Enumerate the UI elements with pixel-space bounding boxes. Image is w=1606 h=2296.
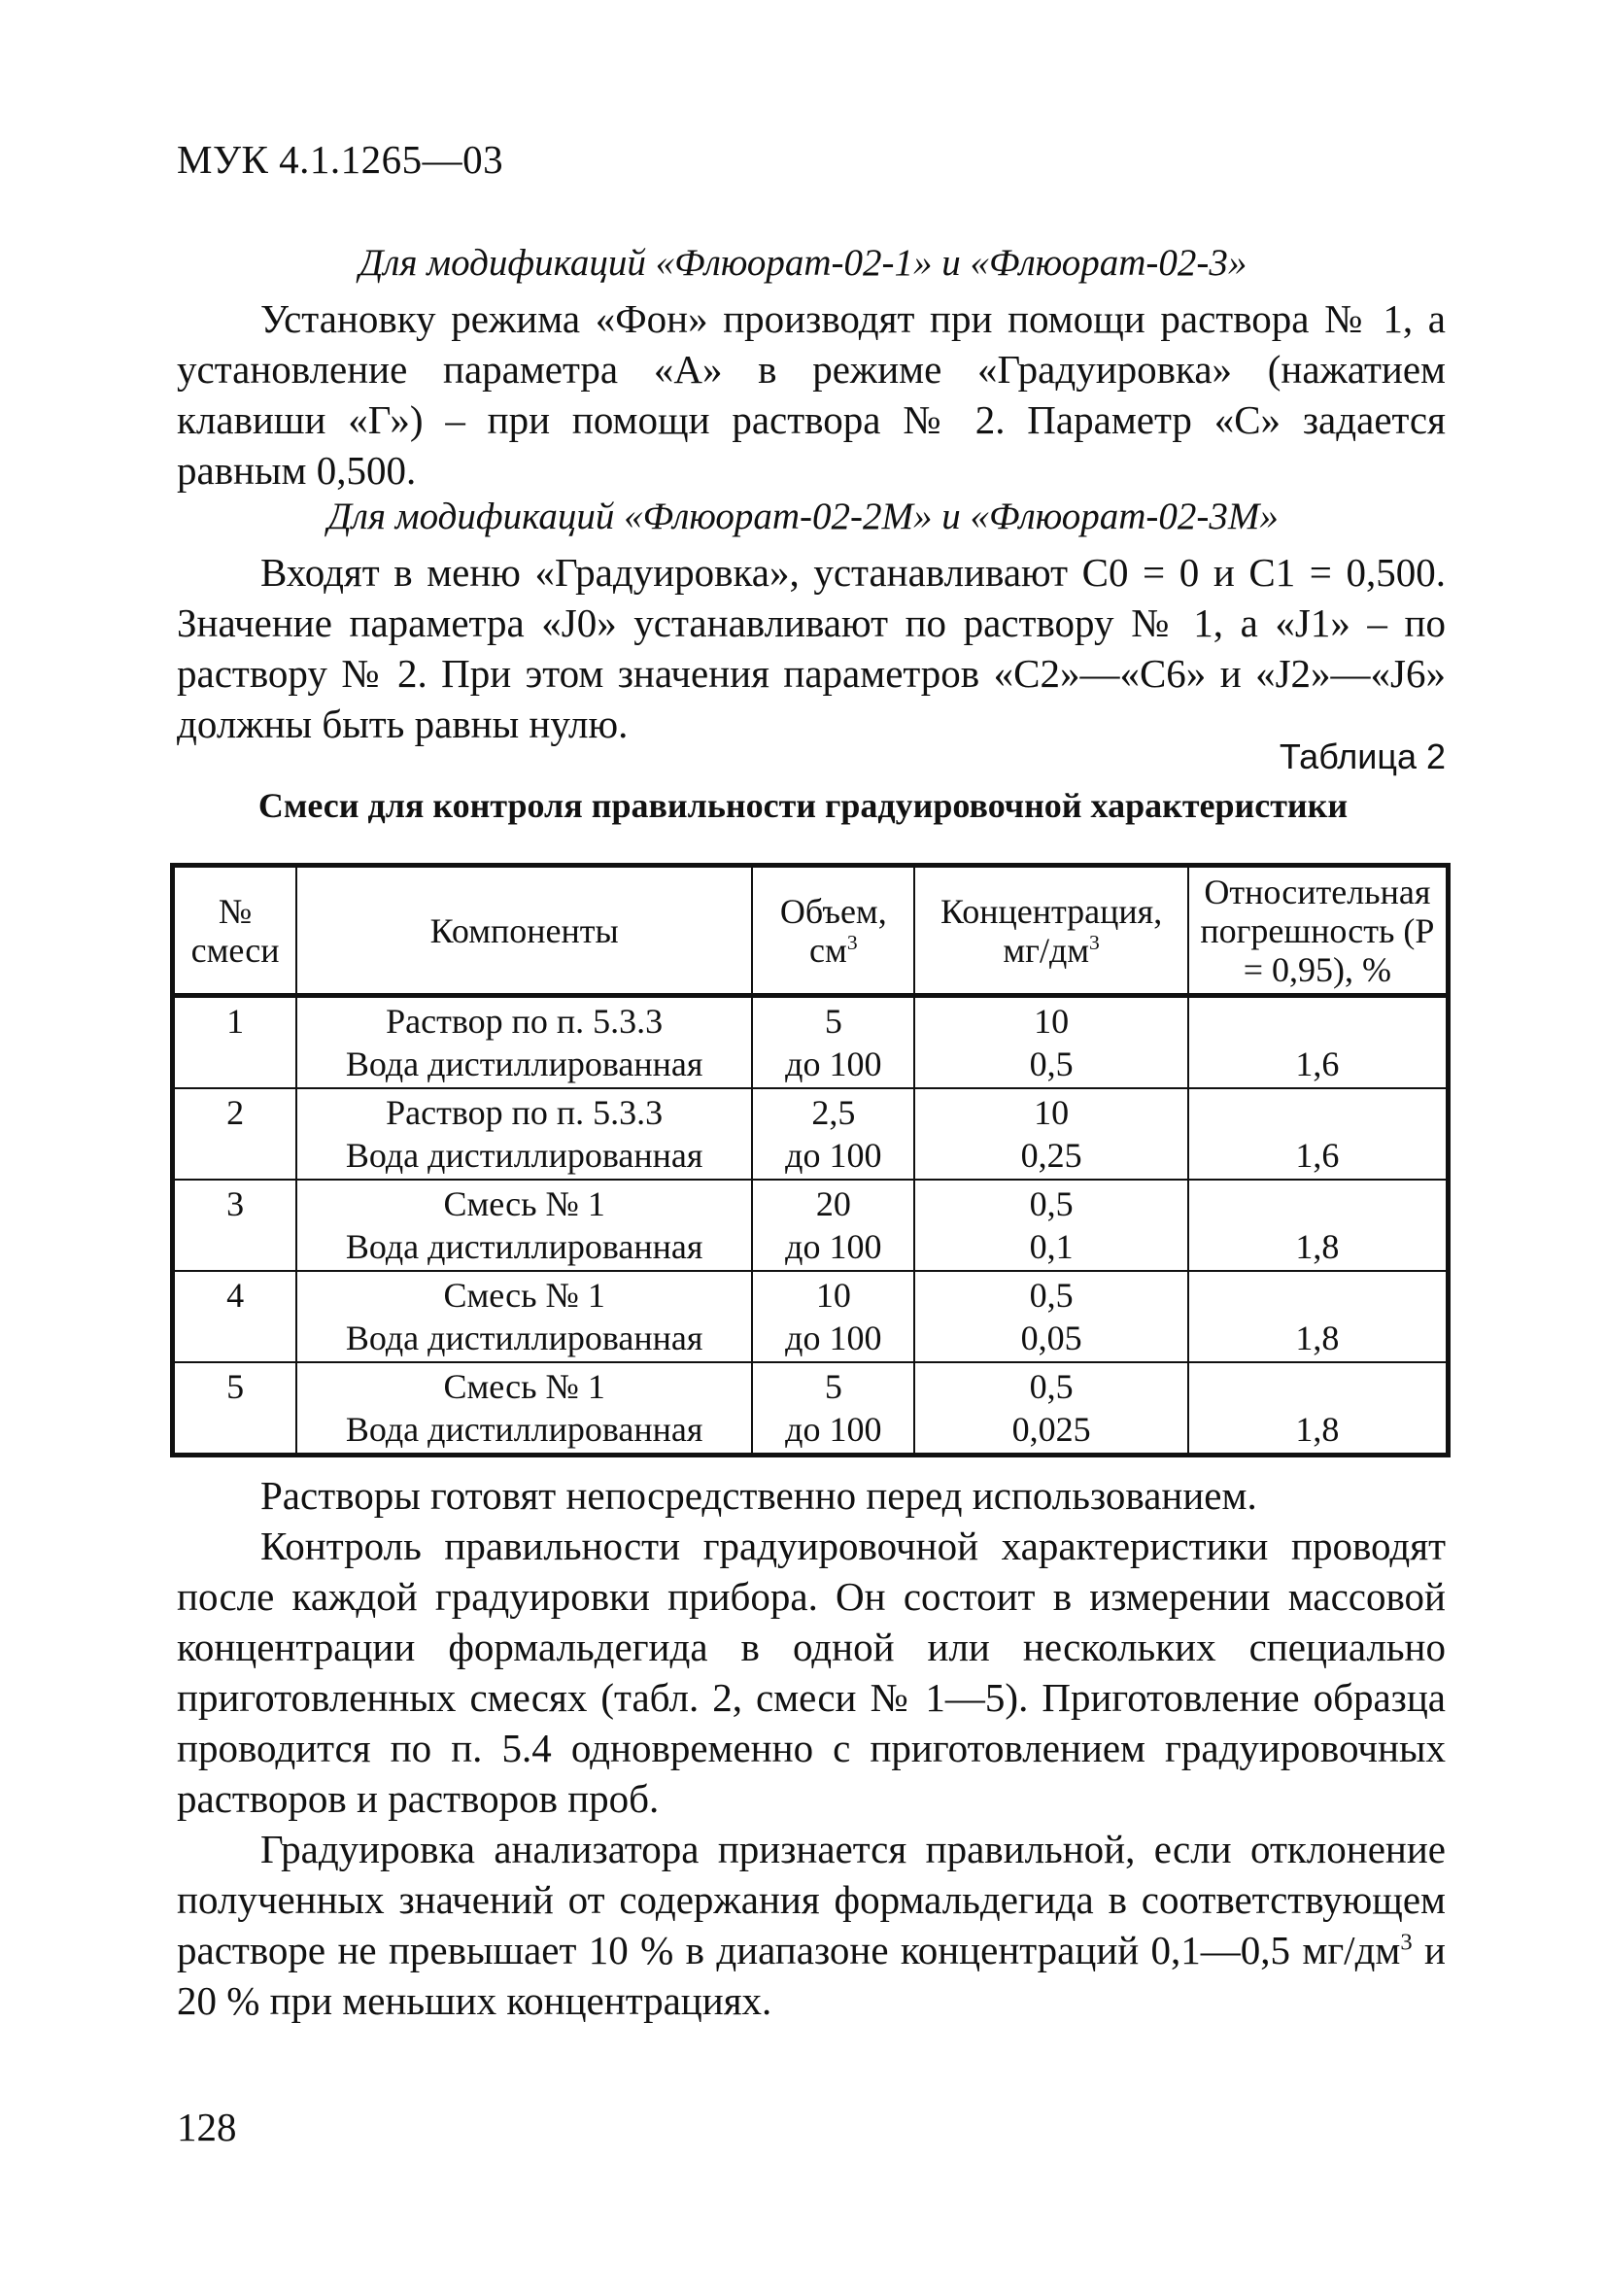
cell-components — [296, 996, 752, 1089]
cell-volume-line: 5 — [824, 1002, 842, 1041]
cell-relative-error-line: 1,8 — [1295, 1319, 1340, 1357]
table-row — [173, 1180, 1449, 1271]
cell-concentration-line: 0,5 — [1029, 1276, 1074, 1315]
table-row — [173, 1362, 1449, 1456]
cell-concentration-line: 0,25 — [1020, 1136, 1082, 1175]
cell-concentration-line: 0,5 — [1029, 1045, 1074, 1083]
cell-concentration-line: 0,5 — [1029, 1184, 1074, 1223]
cell-components-line: Смесь № 1 — [443, 1184, 605, 1223]
header-concentration-sup: 3 — [1089, 930, 1100, 954]
criteria-text-end: и 20 % при меньших концентрациях. — [177, 1928, 1446, 2023]
document-code-header: МУК 4.1.1265—03 — [177, 137, 504, 182]
cell-volume — [752, 1088, 914, 1180]
cell-volume-line: 2,5 — [811, 1093, 856, 1132]
table-row — [173, 1271, 1449, 1362]
paragraph-solutions-prepared: Растворы готовят непосредственно перед использованием. — [260, 1473, 1257, 1518]
mixtures-table — [170, 863, 1451, 1457]
cell-concentration-line: 10 — [1034, 1002, 1070, 1041]
cell-concentration-line: 0,025 — [1011, 1410, 1091, 1449]
cell-volume-line: до 100 — [785, 1319, 882, 1357]
criteria-text: Градуировка анализатора признается правильной, если отклонение полученных значений от содержания формальдегида в соответствующем растворе не превышает 10 % в диапазоне концентраций 0,1—0,5 мг/дм — [177, 1827, 1446, 1972]
header-volume — [752, 866, 914, 996]
cell-concentration — [914, 996, 1187, 1089]
cell-concentration — [914, 1180, 1187, 1271]
cell-mixture-number-line: 1 — [226, 1002, 245, 1041]
cell-relative-error — [1188, 1180, 1449, 1271]
cell-relative-error — [1188, 996, 1449, 1089]
section-heading-modification-2m-3m: Для модификаций «Флюорат-02-2М» и «Флюорат-02-3М» — [327, 496, 1279, 537]
header-relative-error: Относительная погрешность (Р = 0,95), % — [1188, 866, 1449, 996]
header-volume-sup: 3 — [846, 930, 858, 954]
cell-components — [296, 1088, 752, 1180]
cell-mixture-number-line: 4 — [226, 1276, 245, 1315]
cell-volume — [752, 996, 914, 1089]
cell-components-line: Вода дистиллированная — [345, 1045, 703, 1083]
cell-volume-line: до 100 — [785, 1410, 882, 1449]
cell-components-line: Раствор по п. 5.3.3 — [386, 1002, 664, 1041]
cell-components-line: Вода дистиллированная — [345, 1410, 703, 1449]
cell-volume-line: 5 — [824, 1367, 842, 1406]
table-header-row — [173, 866, 1449, 996]
cell-volume-line: 20 — [815, 1184, 851, 1223]
cell-mixture-number — [173, 1088, 297, 1180]
cell-concentration-line: 10 — [1034, 1093, 1070, 1132]
cell-mixture-number — [173, 1180, 297, 1271]
cell-components-line: Смесь № 1 — [443, 1276, 605, 1315]
table-title: Смеси для контроля правильности градуировочной характеристики — [257, 786, 1349, 825]
cell-concentration — [914, 1088, 1187, 1180]
cell-mixture-number — [173, 996, 297, 1089]
cell-relative-error — [1188, 1088, 1449, 1180]
header-mixture-number: № смеси — [173, 866, 297, 996]
cell-volume — [752, 1180, 914, 1271]
cell-mixture-number-line: 2 — [226, 1093, 245, 1132]
cell-concentration-line: 0,1 — [1029, 1227, 1074, 1266]
cell-components — [296, 1180, 752, 1271]
paragraph-calibration-criteria — [177, 1824, 1446, 2026]
cell-components-line: Вода дистиллированная — [345, 1136, 703, 1175]
page-number: 128 — [177, 2105, 237, 2149]
cell-components-line: Вода дистиллированная — [345, 1227, 703, 1266]
cell-volume-line: до 100 — [785, 1136, 882, 1175]
cell-volume — [752, 1271, 914, 1362]
cell-mixture-number — [173, 1362, 297, 1456]
cell-components-line: Раствор по п. 5.3.3 — [386, 1093, 664, 1132]
cell-concentration — [914, 1271, 1187, 1362]
cell-volume — [752, 1362, 914, 1456]
cell-mixture-number — [173, 1271, 297, 1362]
cell-mixture-number-line: 5 — [226, 1367, 245, 1406]
cell-components — [296, 1362, 752, 1456]
cell-volume-line: до 100 — [785, 1227, 882, 1266]
header-concentration-text: Концентрация, мг/дм — [940, 891, 1163, 970]
paragraph-background-mode: Установку режима «Фон» производят при помощи раствора № 1, а установление параметра «А» в режиме «Градуировка» (нажатием клавиши «Г») – при помощи раствора № 2. Параметр «С» задается равным 0,500. — [177, 296, 1446, 493]
header-concentration — [914, 866, 1187, 996]
cell-relative-error-line: 1,8 — [1295, 1227, 1340, 1266]
cell-concentration-line: 0,05 — [1020, 1319, 1082, 1357]
cell-components-line: Вода дистиллированная — [345, 1319, 703, 1357]
cell-volume-line: до 100 — [785, 1045, 882, 1083]
cell-relative-error-line: 1,6 — [1295, 1136, 1340, 1175]
cell-relative-error-line: 1,8 — [1295, 1410, 1340, 1449]
paragraph-calibration-menu: Входят в меню «Градуировка», устанавливают С0 = 0 и С1 = 0,500. Значение параметра «J0» устанавливают по раствору № 1, а «J1» – по раствору № 2. При этом значения параметров «С2»—«С6» и «J2»—«J6» должны быть равны нулю. — [177, 550, 1446, 746]
cell-volume-line: 10 — [815, 1276, 851, 1315]
table-row — [173, 1088, 1449, 1180]
cell-concentration-line: 0,5 — [1029, 1367, 1074, 1406]
section-heading-modification-1-3: Для модификаций «Флюорат-02-1» и «Флюорат-02-3» — [359, 242, 1247, 284]
cell-relative-error — [1188, 1271, 1449, 1362]
cell-relative-error-line: 1,6 — [1295, 1045, 1340, 1083]
cell-concentration — [914, 1362, 1187, 1456]
cell-relative-error — [1188, 1362, 1449, 1456]
table-row — [173, 996, 1449, 1089]
cell-mixture-number-line: 3 — [226, 1184, 245, 1223]
header-components: Компоненты — [296, 866, 752, 996]
table-label: Таблица 2 — [1279, 737, 1446, 776]
header-volume-text: Объем, см — [779, 891, 887, 970]
cell-components — [296, 1271, 752, 1362]
cell-components-line: Смесь № 1 — [443, 1367, 605, 1406]
paragraph-calibration-control: Контроль правильности градуировочной характеристики проводят после каждой градуировки прибора. Он состоит в измерении массовой концентрации формальдегида в одной или нескольких специально приготовленных смесях (табл. 2, смеси № 1—5). Приготовление образца проводится по п. 5.4 одновременно с приготовлением градуировочных растворов и растворов проб. — [177, 1524, 1446, 1821]
criteria-unit-sup: 3 — [1400, 1929, 1413, 1956]
